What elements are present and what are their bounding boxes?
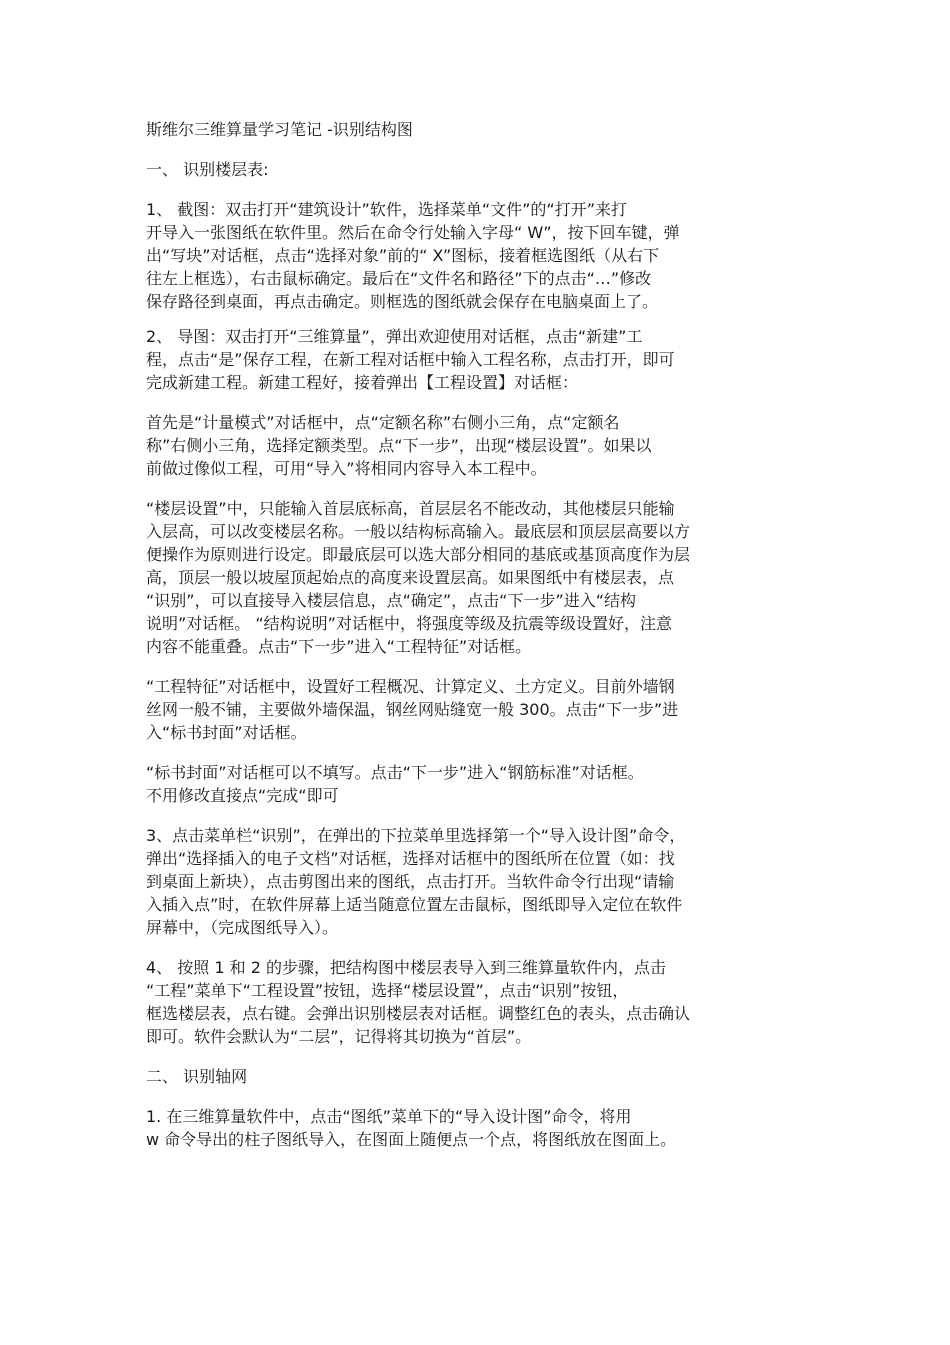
text-line: 框选楼层表，点右键。会弹出识别楼层表对话框。调整红色的表头，点击确认 [146,1004,691,1023]
text-line: “工程”菜单下“工程设置”按钮，选择“楼层设置”，点击“识别”按钮， [146,981,629,1000]
text-line: 完成新建工程。新建工程好，接着弹出【工程设置】对话框： [146,373,579,392]
text-line: 开导入一张图纸在软件里。然后在命令行处输入字母“ W”，按下回车键，弹 [146,223,680,242]
text-line: 保存路径到桌面，再点击确定。则框选的图纸就会保存在电脑桌面上了。 [146,292,659,311]
text-line: 到桌面上新块），点击剪图出来的图纸，点击打开。当软件命令行出现“请输 [146,872,675,891]
text-line: 往左上框选），右击鼠标确定。最后在“文件名和路径”下的点击“…”修改 [146,269,652,288]
section-heading-floor-table: 一、 识别楼层表: [146,160,269,179]
paragraph-axis-import [146,1105,796,1151]
paragraph-project-features [146,675,796,744]
text-line: 不用修改直接点“完成“即可 [146,786,339,805]
paragraph-identify-floor-table [146,956,796,1048]
text-line: 便操作为原则进行设定。即最底层可以选大部分相同的基底或基顶高度作为层 [146,545,691,564]
text-line: 4、 按照 1 和 2 的步骤，把结构图中楼层表导入到三维算量软件内，点击 [146,958,666,977]
text-line: 称”右侧小三角，选择定额类型。点“下一步”，出现“楼层设置”。如果以 [146,436,652,455]
document-title: 斯维尔三维算量学习笔记 -识别结构图 [146,120,413,139]
text-line: 内容不能重叠。点击“下一步”进入“工程特征”对话框。 [146,637,532,656]
paragraph-import-drawing [146,824,796,939]
paragraph-screenshot-step [146,198,796,313]
text-line: 1、 截图：双击打开“建筑设计”软件，选择菜单“文件”的“打开”来打 [146,200,628,219]
text-line: 1. 在三维算量软件中，点击“图纸”菜单下的“导入设计图”命令，将用 [146,1107,632,1126]
paragraph-floor-settings [146,497,796,658]
text-line: 入插入点”时，在软件屏幕上适当随意位置左击鼠标，图纸即导入定位在软件 [146,895,683,914]
text-line: 3、点击菜单栏“识别”，在弹出的下拉菜单里选择第一个“导入设计图”命令， [146,826,686,845]
text-line: 前做过像似工程，可用“导入”将相同内容导入本工程中。 [146,459,547,478]
text-line: 2、 导图：双击打开“三维算量”，弹出欢迎使用对话框，点击“新建”工 [146,327,643,346]
text-line: “工程特征”对话框中，设置好工程概况、计算定义、土方定义。目前外墙钢 [146,677,675,696]
text-line: 首先是“计量模式”对话框中，点“定额名称”右侧小三角，点“定额名 [146,413,620,432]
paragraph-quota-mode [146,411,796,480]
text-line: 丝网一般不铺，主要做外墙保温，钢丝网贴缝宽一般 300。点击“下一步”进 [146,700,679,719]
text-line: 即可。软件会默认为“二层”，记得将其切换为“首层”。 [146,1027,532,1046]
text-line: 屏幕中，（完成图纸导入）。 [146,918,339,937]
text-line: 出“写块”对话框，点击“选择对象”前的“ X”图标，接着框选图纸（从右下 [146,246,660,265]
text-line: 高，顶层一般以坡屋顶起始点的高度来设置层高。如果图纸中有楼层表，点 [146,568,675,587]
text-line: 入“标书封面”对话框。 [146,723,307,742]
document-page [146,118,796,1151]
section-heading-axis-grid: 二、 识别轴网 [146,1067,248,1086]
text-line: 弹出“选择插入的电子文档”对话框，选择对话框中的图纸所在位置（如：找 [146,849,675,868]
text-line: 入层高，可以改变楼层名称。一般以结构标高输入。最底层和顶层层高要以方 [146,522,691,541]
paragraph-bid-cover [146,761,796,807]
text-line: “标书封面”对话框可以不填写。点击“下一步”进入“钢筋标准”对话框。 [146,763,644,782]
text-line: 说明”对话框。 “结构说明”对话框中，将强度等级及抗震等级设置好，注意 [146,614,672,633]
paragraph-import-step [146,325,796,394]
text-line: w 命令导出的柱子图纸导入，在图面上随便点一个点，将图纸放在图面上。 [146,1130,677,1149]
text-line: “识别”，可以直接导入楼层信息，点“确定”，点击“下一步”进入“结构 [146,591,637,610]
text-line: “楼层设置”中，只能输入首层底标高，首层层名不能改动，其他楼层只能输 [146,499,675,518]
text-line: 程，点击“是”保存工程，在新工程对话框中输入工程名称，点击打开，即可 [146,350,675,369]
